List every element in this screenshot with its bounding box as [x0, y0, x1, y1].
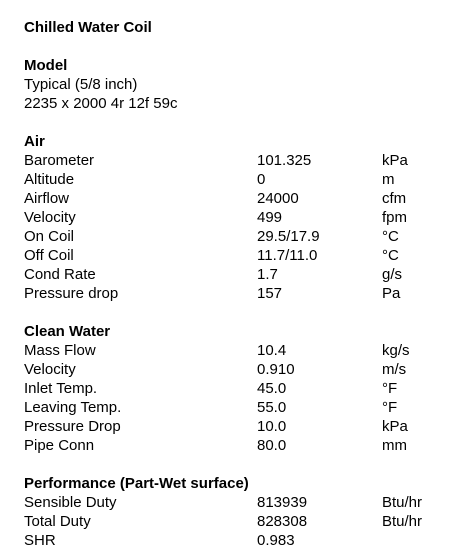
- row-label: Velocity: [24, 361, 76, 378]
- table-row: [24, 531, 444, 550]
- row-unit: mm: [382, 437, 407, 454]
- row-label: Altitude: [24, 171, 75, 188]
- row-value: 499: [257, 209, 283, 226]
- row-label: Sensible Duty: [24, 494, 117, 511]
- row-value: 29.5/17.9: [257, 228, 320, 245]
- row-value: 828308: [257, 513, 308, 530]
- clean-water-section: [24, 322, 444, 455]
- table-row: [24, 360, 444, 379]
- row-unit: m/s: [382, 361, 407, 378]
- row-value: 11.7/11.0: [257, 247, 318, 264]
- row-label: Velocity: [24, 209, 76, 226]
- table-row: [24, 284, 444, 303]
- table-row: [24, 227, 444, 246]
- air-section: [24, 132, 444, 303]
- performance-table: [24, 493, 444, 550]
- row-label: On Coil: [24, 228, 75, 245]
- clean-water-heading: Clean Water: [24, 323, 111, 340]
- table-row: [24, 341, 444, 360]
- air-heading: Air: [24, 133, 45, 150]
- table-row: [24, 512, 444, 531]
- table-row: [24, 246, 444, 265]
- row-value: 10.4: [257, 342, 287, 359]
- row-label: Total Duty: [24, 513, 91, 530]
- row-value: 45.0: [257, 380, 287, 397]
- row-value: 813939: [257, 494, 308, 511]
- table-row: [24, 417, 444, 436]
- row-label: Pipe Conn: [24, 437, 95, 454]
- table-row: [24, 493, 444, 512]
- row-unit: °C: [382, 228, 399, 245]
- row-unit: Btu/hr: [382, 494, 423, 511]
- row-unit: °F: [382, 399, 398, 416]
- model-description: Typical (5/8 inch): [24, 76, 138, 93]
- row-unit: °F: [382, 380, 398, 397]
- model-heading: Model: [24, 57, 68, 74]
- table-row: [24, 208, 444, 227]
- row-value: 10.0: [257, 418, 287, 435]
- clean-water-table: [24, 341, 444, 455]
- row-label: Pressure drop: [24, 285, 119, 302]
- air-table: [24, 151, 444, 303]
- row-unit: Btu/hr: [382, 513, 423, 530]
- row-unit: kPa: [382, 418, 408, 435]
- table-row: [24, 265, 444, 284]
- row-label: Off Coil: [24, 247, 74, 264]
- row-label: Pressure Drop: [24, 418, 121, 435]
- row-label: Inlet Temp.: [24, 380, 98, 397]
- row-unit: kPa: [382, 152, 408, 169]
- row-value: 24000: [257, 190, 299, 207]
- model-spec: 2235 x 2000 4r 12f 59c: [24, 95, 178, 112]
- table-row: [24, 398, 444, 417]
- row-value: 1.7: [257, 266, 278, 283]
- row-unit: m: [382, 171, 395, 188]
- row-label: Barometer: [24, 152, 95, 169]
- row-unit: °C: [382, 247, 399, 264]
- row-label: Cond Rate: [24, 266, 96, 283]
- row-unit: Pa: [382, 285, 401, 302]
- row-value: 0: [257, 171, 266, 188]
- row-value: 157: [257, 285, 283, 302]
- performance-section: [24, 474, 444, 550]
- row-unit: g/s: [382, 266, 403, 283]
- row-label: Airflow: [24, 190, 70, 207]
- row-unit: kg/s: [382, 342, 410, 359]
- table-row: [24, 170, 444, 189]
- row-value: 0.983: [257, 532, 295, 549]
- row-unit: cfm: [382, 190, 407, 207]
- row-label: Mass Flow: [24, 342, 96, 359]
- row-unit: fpm: [382, 209, 408, 226]
- model-section: [24, 56, 444, 113]
- row-label: Leaving Temp.: [24, 399, 122, 416]
- row-value: 0.910: [257, 361, 295, 378]
- document-title: Chilled Water Coil: [24, 19, 152, 36]
- table-row: [24, 379, 444, 398]
- table-row: [24, 189, 444, 208]
- document: [24, 18, 444, 558]
- row-value: 80.0: [257, 437, 287, 454]
- performance-heading: Performance (Part-Wet surface): [24, 475, 249, 492]
- row-value: 101.325: [257, 152, 312, 169]
- row-label: SHR: [24, 532, 56, 549]
- row-value: 55.0: [257, 399, 287, 416]
- table-row: [24, 436, 444, 455]
- table-row: [24, 151, 444, 170]
